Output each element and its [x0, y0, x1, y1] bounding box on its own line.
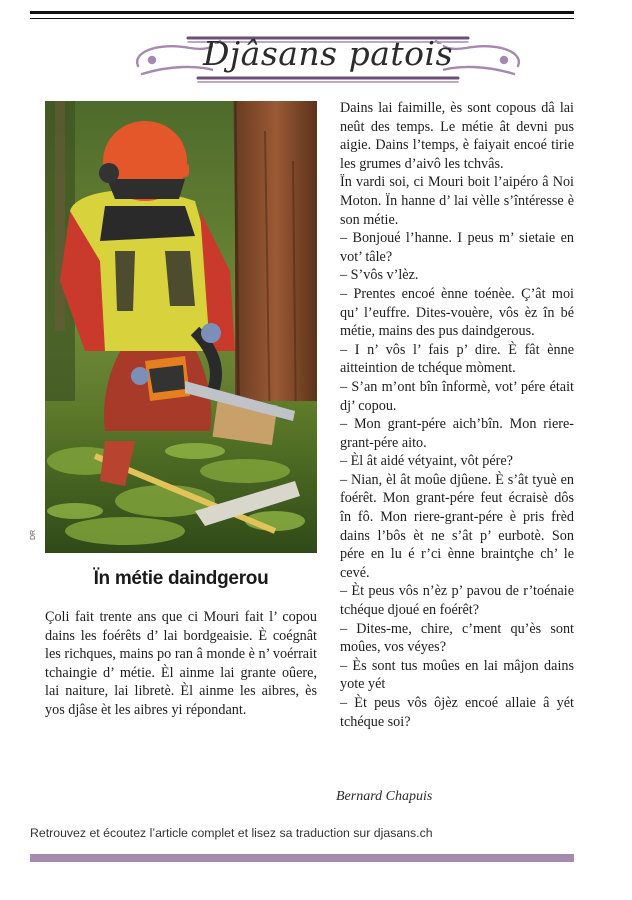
- body-line: Ïn vardi soi, ci Mouri boit l’aipéro â Noi Moton. Ïn hanne d’ lai vèlle s’întéresse è son métie.: [340, 174, 574, 228]
- masthead: [128, 26, 528, 92]
- intro-paragraph: Çoli fait trente ans que ci Mouri fait l’ copou dains les foérêts d’ lai bordgeaisie. È coégnât les richques, mains po ran â monde è n’ voérrait tchaingie d’ métie. Èl ainme lai grante oûere, lai naiture, lai libretè. Èl ainme les aibres, ès yos djâse èt les aibres yi répondant.: [45, 609, 317, 718]
- body-line: – Mon grant-pére aich’bîn. Mon riere-grant-pére aito.: [340, 416, 574, 451]
- intro-column: [45, 608, 317, 720]
- body-line: – Bonjoué l’hanne. I peus m’ sietaie en vot’ tâle?: [340, 230, 574, 265]
- top-rule-thick: [30, 11, 574, 14]
- body-column: [340, 99, 574, 731]
- body-line: – Èt peus vôs n’èz p’ pavou de r’toénaie tchéque djoué en foérêt?: [340, 583, 574, 619]
- body-line: – Dites-me, chire, c’ment qu’ès sont moûes, vos véyes?: [340, 620, 574, 656]
- footer-text: Retrouvez et écoutez l’article complet et lisez sa traduction sur djasans.ch: [30, 826, 433, 840]
- top-rule-thin: [30, 18, 574, 19]
- author-signature: Bernard Chapuis: [336, 789, 433, 804]
- masthead-title: Djâsans patois: [202, 34, 454, 73]
- body-line: – Èl ât aidé vétyaint, vôt pére?: [340, 453, 513, 470]
- body-line: – I n’ vôs l’ fais p’ dire. È fât ènne aitteintion de tchéque mòment.: [340, 341, 574, 377]
- body-line: – Ès sont tus moûes en lai mâjon dains yote yét: [340, 657, 574, 693]
- photo-credit: DR: [30, 529, 37, 540]
- body-line: – S’vôs v’lèz.: [340, 267, 419, 284]
- article-headline: Ïn métie daindgerou: [93, 568, 269, 589]
- body-line: – S’an m’ont bîn înformè, vot’ pére était dj’ copou.: [340, 378, 574, 414]
- body-line: Dains lai faimille, ès sont copous dâ lai neût des temps. Le métie ât devni pus aigie. Dains l’temps, è faiyait encoé tirie les grumes d’aivô les tchvâs.: [340, 100, 574, 172]
- body-line: – Prentes encoé ènne toénèe. Ç’ât moi qu’ l’euffre. Dites-vouère, vôs èz în bé métie, mains des pus daindgerous.: [340, 285, 574, 340]
- footer-bar: [30, 854, 574, 862]
- body-line: – Nian, èl ât moûe djûene. È s’ât tyuè en foérêt. Mon grant-pére feut écraisè dôs în fô. Mon riere-grant-pére è pris frèd dains l’bôs èt ne s’ât p’ eurbotè. Son pére en lu é r’ci ènne braintçhe ch’ le cevé.: [340, 471, 574, 581]
- lumberjack-photo: [45, 101, 317, 553]
- body-line: – Èt peus vôs ôjèz encoé allaie â yét tchéque soi?: [340, 695, 574, 730]
